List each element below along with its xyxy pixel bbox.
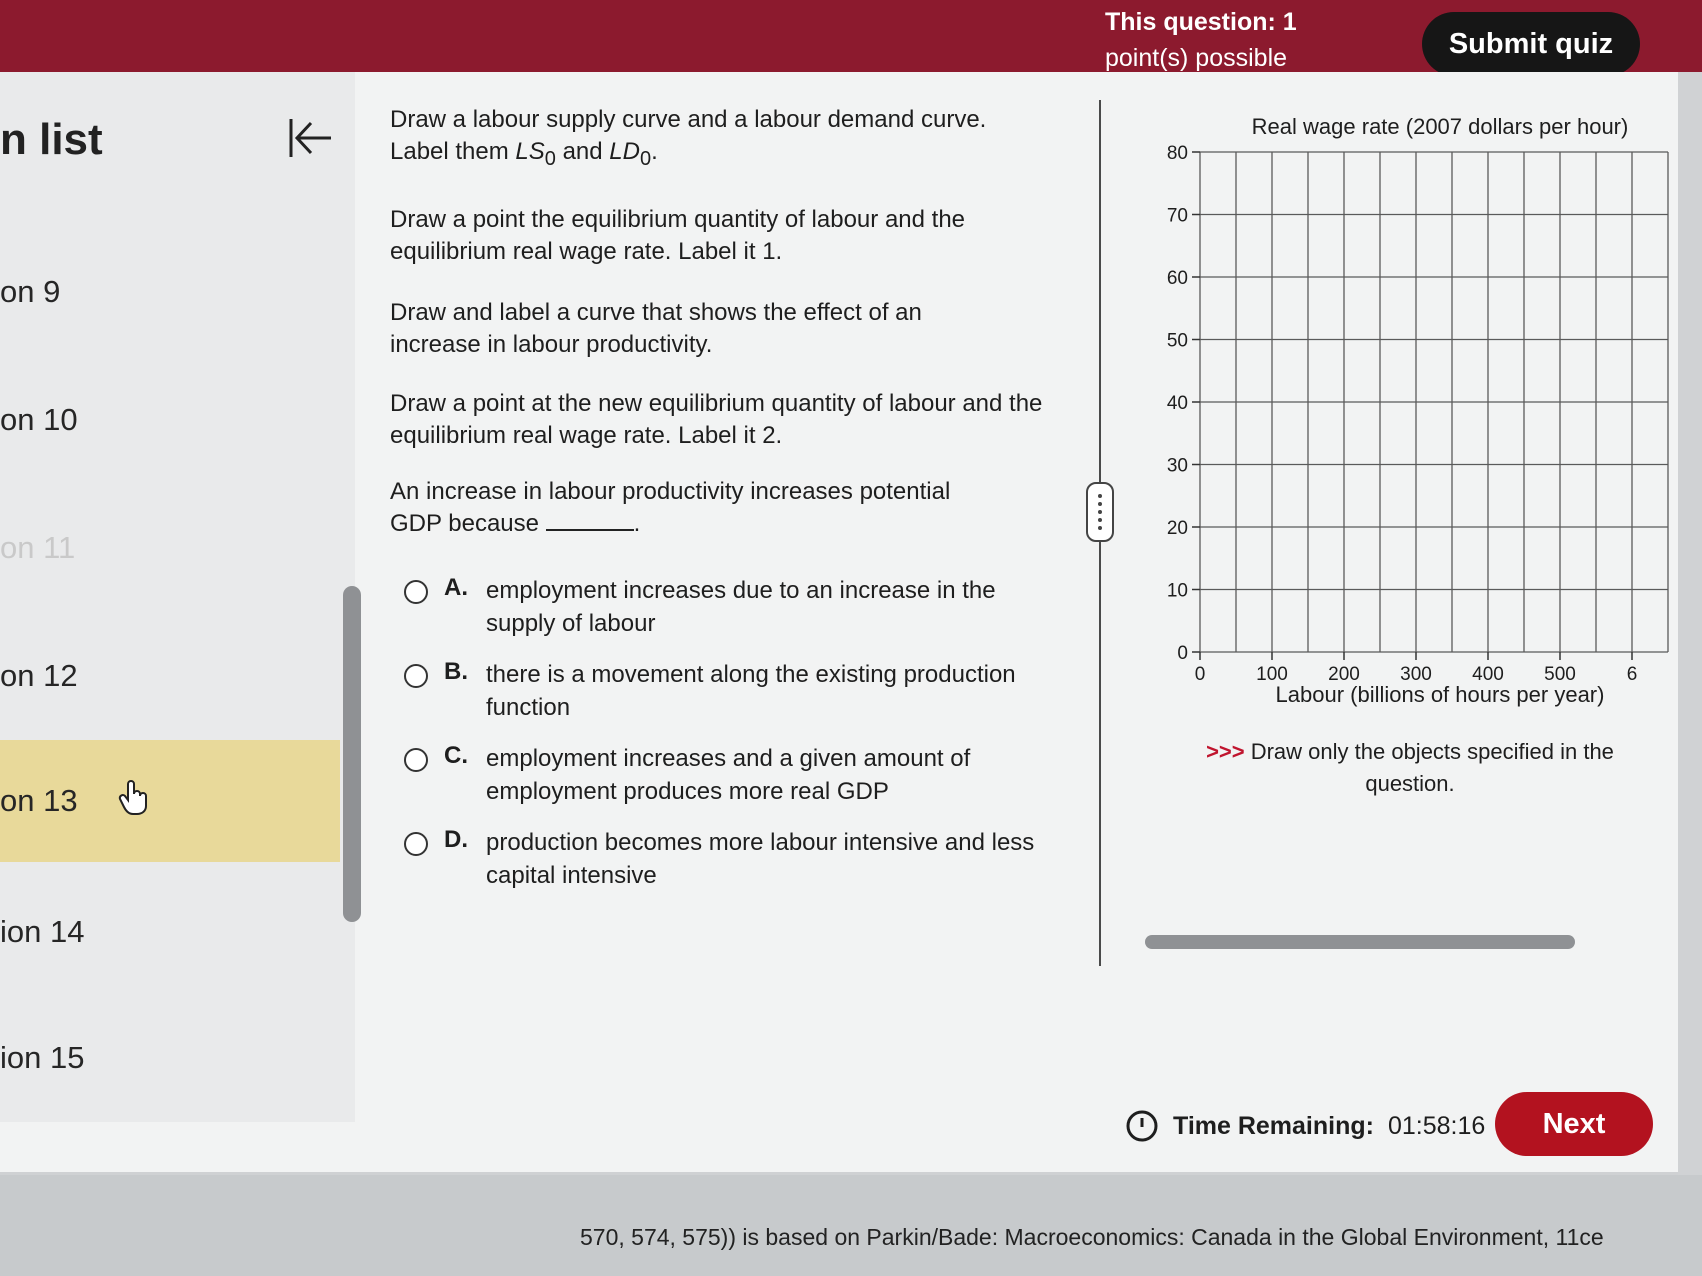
- y-tick-label: 10: [1166, 580, 1188, 602]
- sidebar-item-label: ion 15: [0, 1040, 85, 1075]
- fill-in-text: GDP because: [390, 510, 539, 537]
- option-text: there is a movement along the existing production function: [486, 661, 1016, 721]
- sidebar-scrollbar[interactable]: [343, 586, 361, 922]
- points-line-2: point(s) possible: [1105, 44, 1288, 72]
- collapse-sidebar-button[interactable]: [282, 112, 338, 164]
- timer-value: 01:58:16: [1387, 1111, 1486, 1140]
- option-letter: C.: [444, 742, 468, 769]
- timer-label: Time Remaining:: [1173, 1111, 1374, 1140]
- instruction-3: Draw and label a curve that shows the effect of an increase in labour productivity.: [390, 299, 922, 358]
- option-d-radio[interactable]: [404, 832, 428, 856]
- option-c-radio[interactable]: [404, 748, 428, 772]
- ld-subscript: 0: [639, 147, 652, 170]
- fill-in-question: [390, 476, 1050, 540]
- x-tick-label: 100: [1256, 664, 1288, 685]
- option-text: employment increases and a given amount of employment produces more real GDP: [486, 745, 971, 805]
- sidebar-item-label: on 13: [0, 783, 78, 818]
- period: .: [651, 138, 658, 165]
- instruction-1-line-2: [390, 136, 1050, 175]
- instruction-4: Draw a point at the new equilibrium quantity of labour and the equilibrium real wage rate. Label it 2.: [390, 390, 1043, 449]
- sidebar-item-question-10[interactable]: [0, 360, 340, 480]
- option-b[interactable]: [400, 656, 1040, 736]
- x-tick-label: 500: [1544, 664, 1576, 685]
- clock-icon: [1125, 1109, 1159, 1143]
- graph-grid: [1200, 152, 1668, 652]
- answer-blank: [546, 509, 634, 531]
- submit-quiz-button[interactable]: Submit quiz: [1422, 12, 1640, 76]
- option-letter: A.: [444, 574, 468, 601]
- and-text: and: [555, 138, 610, 165]
- sidebar-item-question-11[interactable]: [0, 488, 340, 608]
- x-tick-label: 200: [1328, 664, 1360, 685]
- y-tick-label: 50: [1166, 330, 1188, 352]
- fill-in-end: .: [633, 510, 641, 537]
- x-axis-ticks: [1195, 652, 1638, 685]
- y-tick-label: 0: [1177, 643, 1188, 664]
- instruction-1: [390, 104, 1050, 175]
- x-tick-label: 6: [1626, 664, 1638, 685]
- instruction-2: Draw a point the equilibrium quantity of labour and the equilibrium real wage rate. Label it 1.: [390, 206, 966, 265]
- y-tick-label: 80: [1166, 143, 1188, 164]
- graph-horizontal-scrollbar[interactable]: [1145, 935, 1575, 949]
- grip-dot: [1098, 518, 1102, 522]
- sidebar-item-question-12[interactable]: [0, 616, 340, 736]
- option-c[interactable]: [400, 740, 1040, 820]
- ld-symbol: LD: [609, 138, 640, 165]
- sidebar-item-question-13[interactable]: [0, 740, 340, 862]
- option-text: employment increases due to an increase in the supply of labour: [486, 577, 996, 637]
- collapse-left-icon: [287, 117, 333, 159]
- sidebar-item-label: on 10: [0, 402, 78, 437]
- option-a-radio[interactable]: [404, 580, 428, 604]
- instruction-1-line-1: Draw a labour supply curve and a labour demand curve.: [390, 106, 987, 133]
- option-letter: D.: [444, 826, 468, 853]
- y-tick-label: 70: [1166, 205, 1188, 227]
- sidebar-title: n list: [0, 115, 103, 164]
- textbook-credit: 570, 574, 575)) is based on Parkin/Bade: Macroeconomics: Canada in the Global Environment, 11ce: [580, 1224, 1604, 1250]
- pane-resize-handle[interactable]: [1086, 482, 1114, 542]
- panel-edge: [1678, 72, 1702, 1182]
- drawing-note: [1180, 736, 1640, 800]
- question-points: [1105, 4, 1365, 76]
- grip-dot: [1098, 526, 1102, 530]
- sidebar-item-question-9[interactable]: [0, 232, 340, 352]
- option-letter: B.: [444, 658, 468, 685]
- y-axis-ticks: [1167, 143, 1200, 664]
- sidebar-item-label: ion 14: [0, 914, 85, 949]
- ls-subscript: 0: [544, 147, 556, 170]
- fill-in-line-2: [390, 508, 1050, 540]
- x-axis-label: Labour (billions of hours per year): [1275, 682, 1605, 707]
- sidebar-item-question-14[interactable]: [0, 872, 340, 992]
- option-b-radio[interactable]: [404, 664, 428, 688]
- time-remaining: [1125, 1104, 1485, 1148]
- note-text: Draw only the objects specified in the question.: [1244, 739, 1614, 796]
- drawing-graph[interactable]: [1140, 110, 1680, 710]
- option-text: production becomes more labour intensive and less capital intensive: [486, 829, 1035, 889]
- ls-symbol: LS: [515, 138, 545, 165]
- y-tick-label: 30: [1166, 455, 1188, 477]
- grip-dot: [1098, 494, 1102, 498]
- fill-in-line-1: An increase in labour productivity increases potential: [390, 478, 951, 505]
- sidebar-item-label: on 9: [0, 274, 61, 309]
- y-axis-label: Real wage rate (2007 dollars per hour): [1251, 114, 1629, 139]
- x-tick-label: 400: [1472, 664, 1504, 685]
- next-button[interactable]: Next: [1495, 1092, 1653, 1156]
- y-tick-label: 40: [1166, 393, 1188, 414]
- points-line-1: This question: 1: [1105, 8, 1297, 36]
- sidebar-item-label: on 12: [0, 658, 78, 693]
- option-a[interactable]: [400, 572, 1040, 652]
- sidebar-item-question-15[interactable]: [0, 998, 340, 1118]
- sidebar-item-label: on 11: [0, 530, 76, 565]
- y-tick-label: 60: [1166, 268, 1188, 289]
- label-prefix: Label them: [390, 138, 516, 165]
- option-d[interactable]: [400, 824, 1040, 904]
- hand-cursor-icon: [118, 780, 150, 816]
- grip-dot: [1098, 510, 1102, 514]
- x-tick-label: 0: [1194, 664, 1206, 685]
- x-tick-label: 300: [1400, 664, 1432, 685]
- y-tick-label: 20: [1166, 518, 1188, 539]
- grip-dot: [1098, 502, 1102, 506]
- note-chevrons: >>>: [1206, 739, 1245, 764]
